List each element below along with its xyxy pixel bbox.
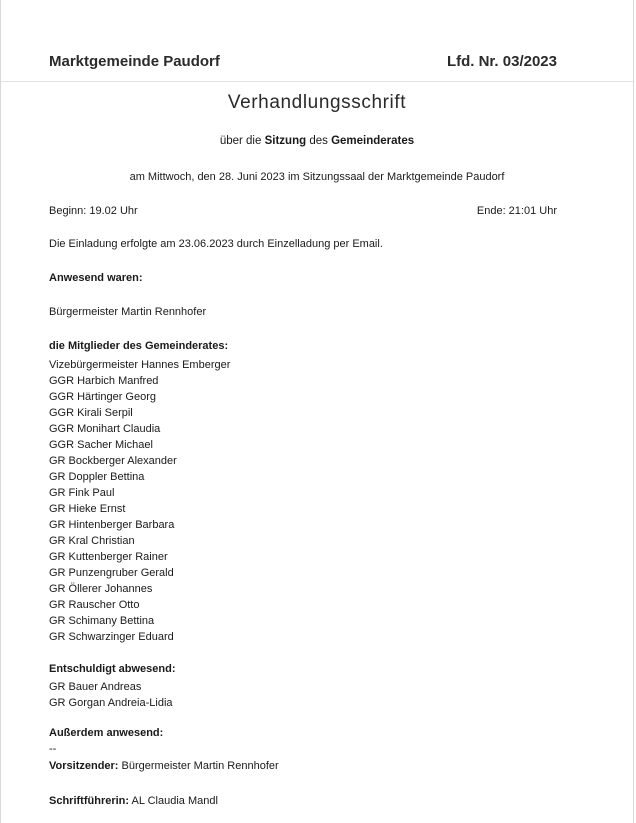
members-list [49,357,230,645]
recorder-label: Schriftführerin: [49,795,130,807]
recorder-value: AL Claudia Mandl [129,795,218,807]
chair-line [49,760,279,772]
invitation-text: Die Einladung erfolgte am 23.06.2023 durch Einzelladung per Email. [49,238,383,250]
chair-label: Vorsitzender: [49,760,119,772]
list-item: GR Bockberger Alexander [49,455,177,467]
subtitle-gemeinderat: Gemeinderates [331,135,415,147]
recorder-line [49,795,218,807]
municipality-name: Marktgemeinde Paudorf [49,53,220,70]
document-number: Lfd. Nr. 03/2023 [446,53,557,70]
list-item: GGR Monihart Claudia [49,423,161,435]
list-item: GGR Sacher Michael [49,439,153,451]
header-divider [1,81,633,82]
page-header [49,53,557,70]
subtitle-middle: des [306,135,332,147]
list-item: Vizebürgermeister Hannes Emberger [49,359,231,371]
subtitle-sitzung: Sitzung [264,135,307,147]
session-date-location: am Mittwoch, den 28. Juni 2023 im Sitzungssaal der Marktgemeinde Paudorf [129,171,505,183]
list-item: GGR Härtinger Georg [49,391,156,403]
session-times [49,205,557,217]
list-item: GR Öllerer Johannes [49,583,153,595]
list-item: GR Kuttenberger Rainer [49,551,168,563]
document-subtitle [1,135,633,147]
end-time: Ende: 21:01 Uhr [476,205,557,217]
excused-list [49,679,173,711]
members-heading: die Mitglieder des Gemeinderates: [49,340,229,352]
list-item: GR Hintenberger Barbara [49,519,175,531]
list-item: GR Punzengruber Gerald [49,567,174,579]
list-item: GR Doppler Bettina [49,471,145,483]
list-item: GR Schimany Bettina [49,615,155,627]
list-item: GR Kral Christian [49,535,135,547]
document-title: Verhandlungsschrift [227,92,407,113]
list-item: GR Bauer Andreas [49,681,142,693]
also-present-value: -- [49,743,57,755]
chair-value: Bürgermeister Martin Rennhofer [118,760,279,772]
list-item: GR Hieke Ernst [49,503,126,515]
list-item: GR Fink Paul [49,487,115,499]
list-item: GGR Kirali Serpil [49,407,133,419]
mayor-name: Bürgermeister Martin Rennhofer [49,306,207,318]
list-item: GGR Harbich Manfred [49,375,159,387]
list-item: GR Schwarzinger Eduard [49,631,174,643]
list-item: GR Rauscher Otto [49,599,140,611]
list-item: GR Gorgan Andreia-Lidia [49,697,173,709]
also-present-heading: Außerdem anwesend: [49,727,164,739]
subtitle-prefix: über die [219,135,265,147]
excused-heading: Entschuldigt abwesend: [49,663,176,675]
begin-time: Beginn: 19.02 Uhr [49,205,138,217]
present-heading: Anwesend waren: [49,272,143,284]
